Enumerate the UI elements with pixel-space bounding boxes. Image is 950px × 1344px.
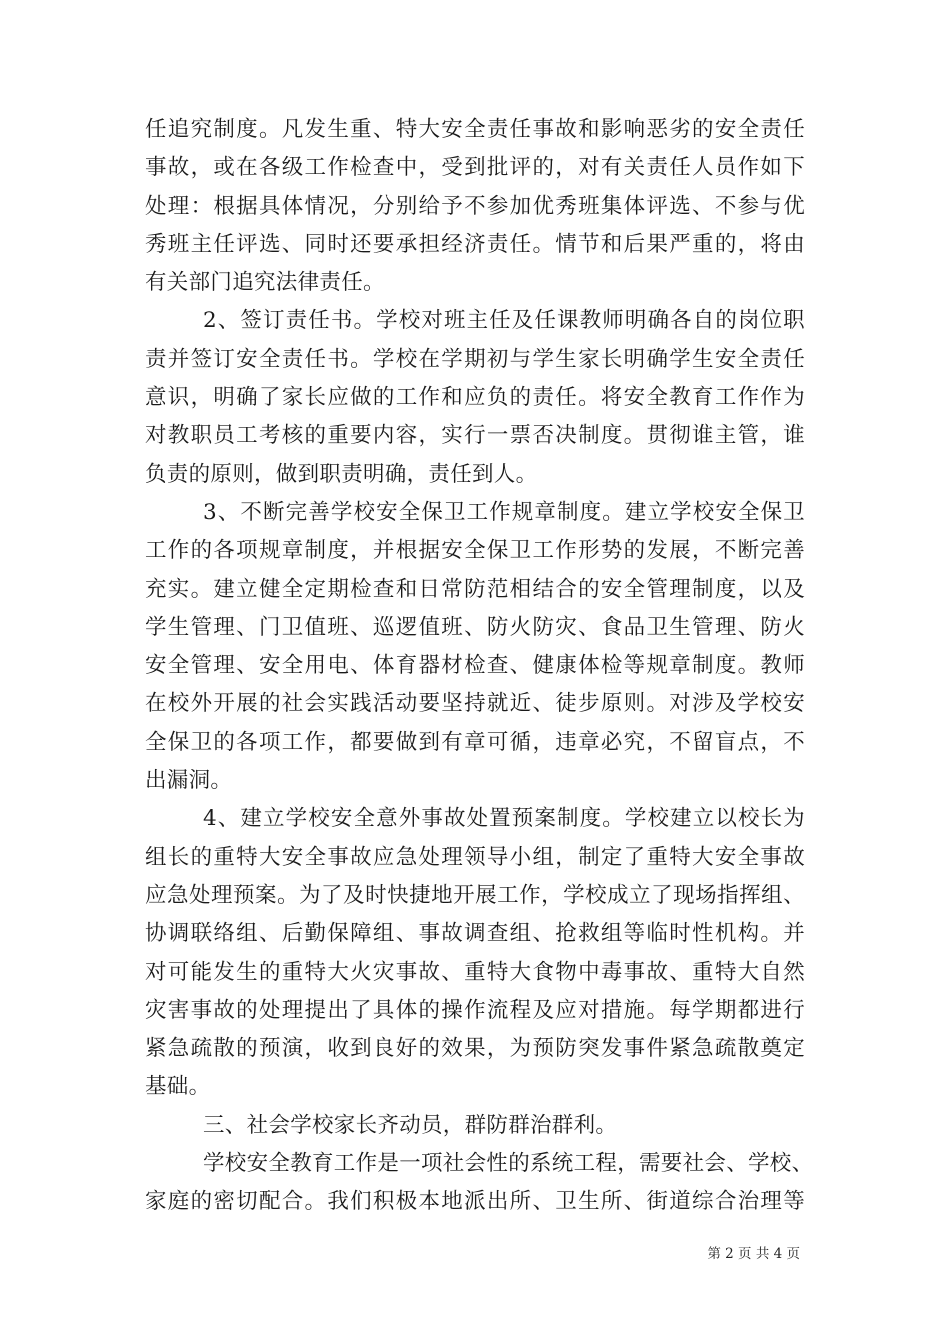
text-line: 全保卫的各项工作，都要做到有章可循，违章必究，不留盲点，不 xyxy=(145,729,805,755)
text-line: 2、签订责任书。学校对班主任及任课教师明确各自的岗位职 xyxy=(203,308,805,334)
text-line: 对教职员工考核的重要内容，实行一票否决制度。贯彻谁主管，谁 xyxy=(145,423,805,449)
text-line: 事故，或在各级工作检查中，受到批评的，对有关责任人员作如下 xyxy=(145,155,805,181)
text-line: 4、建立学校安全意外事故处置预案制度。学校建立以校长为 xyxy=(203,806,805,832)
text-line: 紧急疏散的预演，收到良好的效果，为预防突发事件紧急疏散奠定 xyxy=(145,1036,805,1062)
text-line: 灾害事故的处理提出了具体的操作流程及应对措施。每学期都进行 xyxy=(145,997,805,1023)
text-line: 有关部门追究法律责任。 xyxy=(145,270,385,296)
text-line: 三、社会学校家长齐动员，群防群治群利。 xyxy=(203,1112,618,1138)
text-line: 应急处理预案。为了及时快捷地开展工作，学校成立了现场指挥组、 xyxy=(145,882,805,908)
document-body xyxy=(145,111,814,1222)
text-line: 学生管理、门卫值班、巡逻值班、防火防灾、食品卫生管理、防火 xyxy=(145,614,805,640)
text-line: 秀班主任评选、同时还要承担经济责任。情节和后果严重的，将由 xyxy=(145,231,805,257)
text-line: 基础。 xyxy=(145,1074,211,1100)
text-line: 工作的各项规章制度，并根据安全保卫工作形势的发展，不断完善 xyxy=(145,538,805,564)
text-line: 组长的重特大安全事故应急处理领导小组，制定了重特大安全事故 xyxy=(145,844,805,870)
text-line: 充实。建立健全定期检查和日常防范相结合的安全管理制度，以及 xyxy=(145,576,805,602)
text-line: 在校外开展的社会实践活动要坚持就近、徒步原则。对涉及学校安 xyxy=(145,691,805,717)
text-line: 安全管理、安全用电、体育器材检查、健康体检等规章制度。教师 xyxy=(145,653,805,679)
text-line: 任追究制度。凡发生重、特大安全责任事故和影响恶劣的安全责任 xyxy=(145,117,805,142)
text-line: 家庭的密切配合。我们积极本地派出所、卫生所、街道综合治理等 xyxy=(145,1189,805,1215)
text-line: 对可能发生的重特大火灾事故、重特大食物中毒事故、重特大自然 xyxy=(145,959,805,985)
text-line: 出漏洞。 xyxy=(145,768,233,794)
text-line: 学校安全教育工作是一项社会性的系统工程，需要社会、学校、 xyxy=(203,1151,814,1177)
text-line: 协调联络组、后勤保障组、事故调查组、抢救组等临时性机构。并 xyxy=(145,921,805,947)
text-line: 意识，明确了家长应做的工作和应负的责任。将安全教育工作作为 xyxy=(145,385,805,411)
text-line: 负责的原则，做到职责明确，责任到人。 xyxy=(145,461,538,487)
page-number-footer: 第 2 页 共 4 页 xyxy=(707,1246,800,1262)
text-line: 责并签订安全责任书。学校在学期初与学生家长明确学生安全责任 xyxy=(145,346,805,372)
text-line: 3、不断完善学校安全保卫工作规章制度。建立学校安全保卫 xyxy=(203,499,805,525)
text-line: 处理：根据具体情况，分别给予不参加优秀班集体评选、不参与优 xyxy=(145,193,805,219)
